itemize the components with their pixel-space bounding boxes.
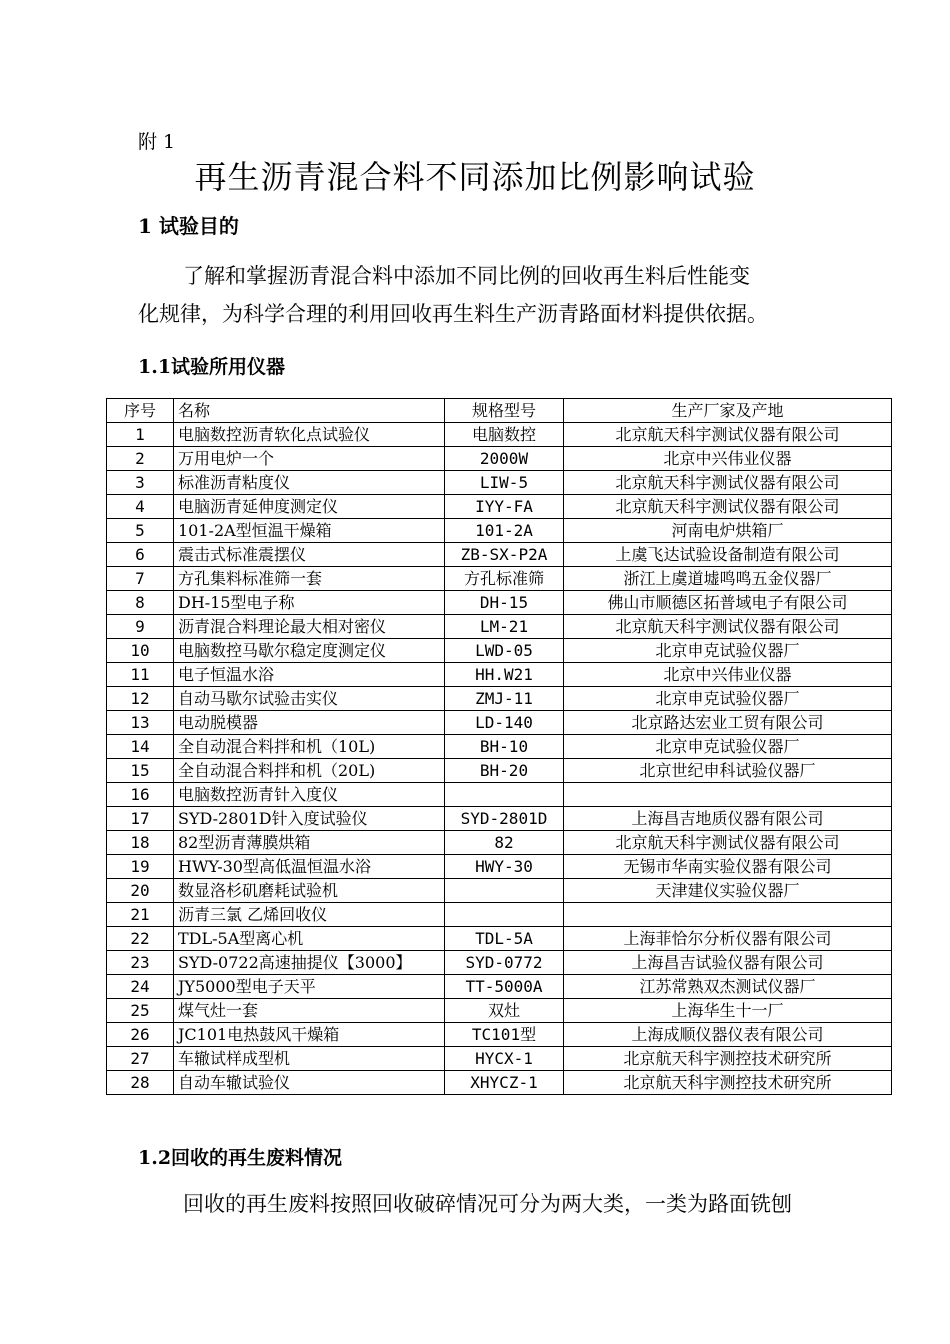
table-row	[107, 543, 892, 567]
table-row	[107, 951, 892, 975]
instrument-name: HWY-30型高低温恒温水浴	[174, 855, 445, 879]
table-row	[107, 495, 892, 519]
header-no: 序号	[107, 399, 174, 423]
model-spec: HYCX-1	[445, 1047, 564, 1071]
instrument-name: 电动脱模器	[174, 711, 445, 735]
instrument-name: SYD-2801D针入度试验仪	[174, 807, 445, 831]
manufacturer: 北京中兴伟业仪器	[564, 447, 892, 471]
row-number: 3	[107, 471, 174, 495]
manufacturer: 北京航天科宇测控技术研究所	[564, 1071, 892, 1095]
model-spec	[445, 879, 564, 903]
row-number: 21	[107, 903, 174, 927]
manufacturer: 河南电炉烘箱厂	[564, 519, 892, 543]
model-spec: TDL-5A	[445, 927, 564, 951]
manufacturer: 上虞飞达试验设备制造有限公司	[564, 543, 892, 567]
manufacturer: 浙江上虞道墟鸣鸣五金仪器厂	[564, 567, 892, 591]
instrument-name: 电脑数控马歇尔稳定度测定仪	[174, 639, 445, 663]
table-row	[107, 639, 892, 663]
instrument-name: JY5000型电子天平	[174, 975, 445, 999]
section-heading-instruments: 1.1试验所用仪器	[138, 356, 286, 378]
model-spec: 2000W	[445, 447, 564, 471]
instrument-name: 煤气灶一套	[174, 999, 445, 1023]
header-model: 规格型号	[445, 399, 564, 423]
instrument-name: 101-2A型恒温干燥箱	[174, 519, 445, 543]
instrument-name: 电脑沥青延伸度测定仪	[174, 495, 445, 519]
header-name: 名称	[174, 399, 445, 423]
model-spec: SYD-0772	[445, 951, 564, 975]
row-number: 27	[107, 1047, 174, 1071]
manufacturer	[564, 903, 892, 927]
manufacturer: 北京航天科宇测试仪器有限公司	[564, 423, 892, 447]
table-row	[107, 1071, 892, 1095]
manufacturer: 上海成顺仪器仪表有限公司	[564, 1023, 892, 1047]
manufacturer	[564, 783, 892, 807]
section-heading-purpose: 1 试验目的	[138, 214, 239, 238]
model-spec: BH-20	[445, 759, 564, 783]
manufacturer: 北京航天科宇测试仪器有限公司	[564, 495, 892, 519]
instrument-name: 数显洛杉矶磨耗试验机	[174, 879, 445, 903]
table-row	[107, 471, 892, 495]
instrument-name: 沥青三氯 乙烯回收仪	[174, 903, 445, 927]
purpose-line-1: 了解和掌握沥青混合料中添加不同比例的回收再生料后性能变	[183, 264, 750, 288]
instrument-name: 电脑数控沥青软化点试验仪	[174, 423, 445, 447]
model-spec: SYD-2801D	[445, 807, 564, 831]
table-row	[107, 879, 892, 903]
table-row	[107, 807, 892, 831]
recycled-paragraph: 回收的再生废料按照回收破碎情况可分为两大类，一类为路面铣刨	[183, 1192, 792, 1216]
table-row	[107, 855, 892, 879]
row-number: 2	[107, 447, 174, 471]
table-row	[107, 903, 892, 927]
instrument-name: 方孔集料标准筛一套	[174, 567, 445, 591]
table-body	[107, 423, 892, 1095]
instrument-name: 万用电炉一个	[174, 447, 445, 471]
row-number: 4	[107, 495, 174, 519]
row-number: 14	[107, 735, 174, 759]
table-row	[107, 783, 892, 807]
model-spec: 82	[445, 831, 564, 855]
row-number: 17	[107, 807, 174, 831]
table-row	[107, 759, 892, 783]
manufacturer: 上海昌吉试验仪器有限公司	[564, 951, 892, 975]
manufacturer: 北京航天科宇测试仪器有限公司	[564, 471, 892, 495]
instrument-name: 自动车辙试验仪	[174, 1071, 445, 1095]
model-spec: TT-5000A	[445, 975, 564, 999]
row-number: 9	[107, 615, 174, 639]
table-row	[107, 999, 892, 1023]
row-number: 8	[107, 591, 174, 615]
model-spec: 双灶	[445, 999, 564, 1023]
table-row	[107, 591, 892, 615]
manufacturer: 北京航天科宇测试仪器有限公司	[564, 615, 892, 639]
manufacturer: 北京航天科宇测试仪器有限公司	[564, 831, 892, 855]
section-heading-recycled: 1.2回收的再生废料情况	[138, 1147, 343, 1169]
manufacturer: 北京航天科宇测控技术研究所	[564, 1047, 892, 1071]
model-spec: IYY-FA	[445, 495, 564, 519]
model-spec: ZB-SX-P2A	[445, 543, 564, 567]
manufacturer: 北京路达宏业工贸有限公司	[564, 711, 892, 735]
table-row	[107, 735, 892, 759]
instrument-name: 全自动混合料拌和机（10L)	[174, 735, 445, 759]
manufacturer: 上海华生十一厂	[564, 999, 892, 1023]
manufacturer: 天津建仪实验仪器厂	[564, 879, 892, 903]
header-manufacturer: 生产厂家及产地	[564, 399, 892, 423]
appendix-label: 附 1	[138, 131, 176, 153]
model-spec: LWD-05	[445, 639, 564, 663]
row-number: 15	[107, 759, 174, 783]
instrument-name: 电子恒温水浴	[174, 663, 445, 687]
instrument-name: 沥青混合料理论最大相对密仪	[174, 615, 445, 639]
row-number: 1	[107, 423, 174, 447]
model-spec: HH.W21	[445, 663, 564, 687]
row-number: 19	[107, 855, 174, 879]
instrument-name: 车辙试样成型机	[174, 1047, 445, 1071]
manufacturer: 北京申克试验仪器厂	[564, 639, 892, 663]
table-row	[107, 1047, 892, 1071]
model-spec: 电脑数控	[445, 423, 564, 447]
purpose-paragraph	[138, 257, 858, 333]
table-row	[107, 711, 892, 735]
model-spec: LM-21	[445, 615, 564, 639]
row-number: 11	[107, 663, 174, 687]
table-row	[107, 567, 892, 591]
row-number: 12	[107, 687, 174, 711]
manufacturer: 上海昌吉地质仪器有限公司	[564, 807, 892, 831]
instrument-name: 自动马歇尔试验击实仪	[174, 687, 445, 711]
row-number: 25	[107, 999, 174, 1023]
table-row	[107, 663, 892, 687]
manufacturer: 北京中兴伟业仪器	[564, 663, 892, 687]
model-spec: BH-10	[445, 735, 564, 759]
model-spec: LIW-5	[445, 471, 564, 495]
model-spec	[445, 783, 564, 807]
table-row	[107, 447, 892, 471]
model-spec: DH-15	[445, 591, 564, 615]
table-row	[107, 687, 892, 711]
instrument-name: 电脑数控沥青针入度仪	[174, 783, 445, 807]
instrument-name: 82型沥青薄膜烘箱	[174, 831, 445, 855]
instrument-name: 全自动混合料拌和机（20L)	[174, 759, 445, 783]
manufacturer: 北京申克试验仪器厂	[564, 687, 892, 711]
row-number: 22	[107, 927, 174, 951]
row-number: 18	[107, 831, 174, 855]
document-title: 再生沥青混合料不同添加比例影响试验	[194, 158, 756, 196]
model-spec: XHYCZ-1	[445, 1071, 564, 1095]
model-spec: LD-140	[445, 711, 564, 735]
model-spec: 101-2A	[445, 519, 564, 543]
instrument-name: DH-15型电子称	[174, 591, 445, 615]
model-spec: 方孔标准筛	[445, 567, 564, 591]
row-number: 26	[107, 1023, 174, 1047]
instrument-name: JC101电热鼓风干燥箱	[174, 1023, 445, 1047]
table-header-row	[107, 399, 892, 423]
instrument-name: TDL-5A型离心机	[174, 927, 445, 951]
model-spec: HWY-30	[445, 855, 564, 879]
instrument-name: 标准沥青粘度仪	[174, 471, 445, 495]
manufacturer: 无锡市华南实验仪器有限公司	[564, 855, 892, 879]
instrument-name: 震击式标准震摆仪	[174, 543, 445, 567]
row-number: 23	[107, 951, 174, 975]
purpose-line-2: 化规律，为科学合理的利用回收再生料生产沥青路面材料提供依据。	[138, 302, 768, 326]
row-number: 16	[107, 783, 174, 807]
row-number: 7	[107, 567, 174, 591]
row-number: 5	[107, 519, 174, 543]
row-number: 13	[107, 711, 174, 735]
row-number: 28	[107, 1071, 174, 1095]
manufacturer: 北京申克试验仪器厂	[564, 735, 892, 759]
table-row	[107, 975, 892, 999]
table-row	[107, 831, 892, 855]
manufacturer: 佛山市顺德区拓普域电子有限公司	[564, 591, 892, 615]
row-number: 10	[107, 639, 174, 663]
table-row	[107, 927, 892, 951]
model-spec: ZMJ-11	[445, 687, 564, 711]
table-row	[107, 615, 892, 639]
table-row	[107, 423, 892, 447]
table-row	[107, 1023, 892, 1047]
table-row	[107, 519, 892, 543]
manufacturer: 北京世纪申科试验仪器厂	[564, 759, 892, 783]
instrument-name: SYD-0722高速抽提仪【3000】	[174, 951, 445, 975]
row-number: 6	[107, 543, 174, 567]
instrument-table	[106, 398, 892, 1095]
model-spec: TC101型	[445, 1023, 564, 1047]
model-spec	[445, 903, 564, 927]
row-number: 24	[107, 975, 174, 999]
manufacturer: 江苏常熟双杰测试仪器厂	[564, 975, 892, 999]
row-number: 20	[107, 879, 174, 903]
manufacturer: 上海菲恰尔分析仪器有限公司	[564, 927, 892, 951]
